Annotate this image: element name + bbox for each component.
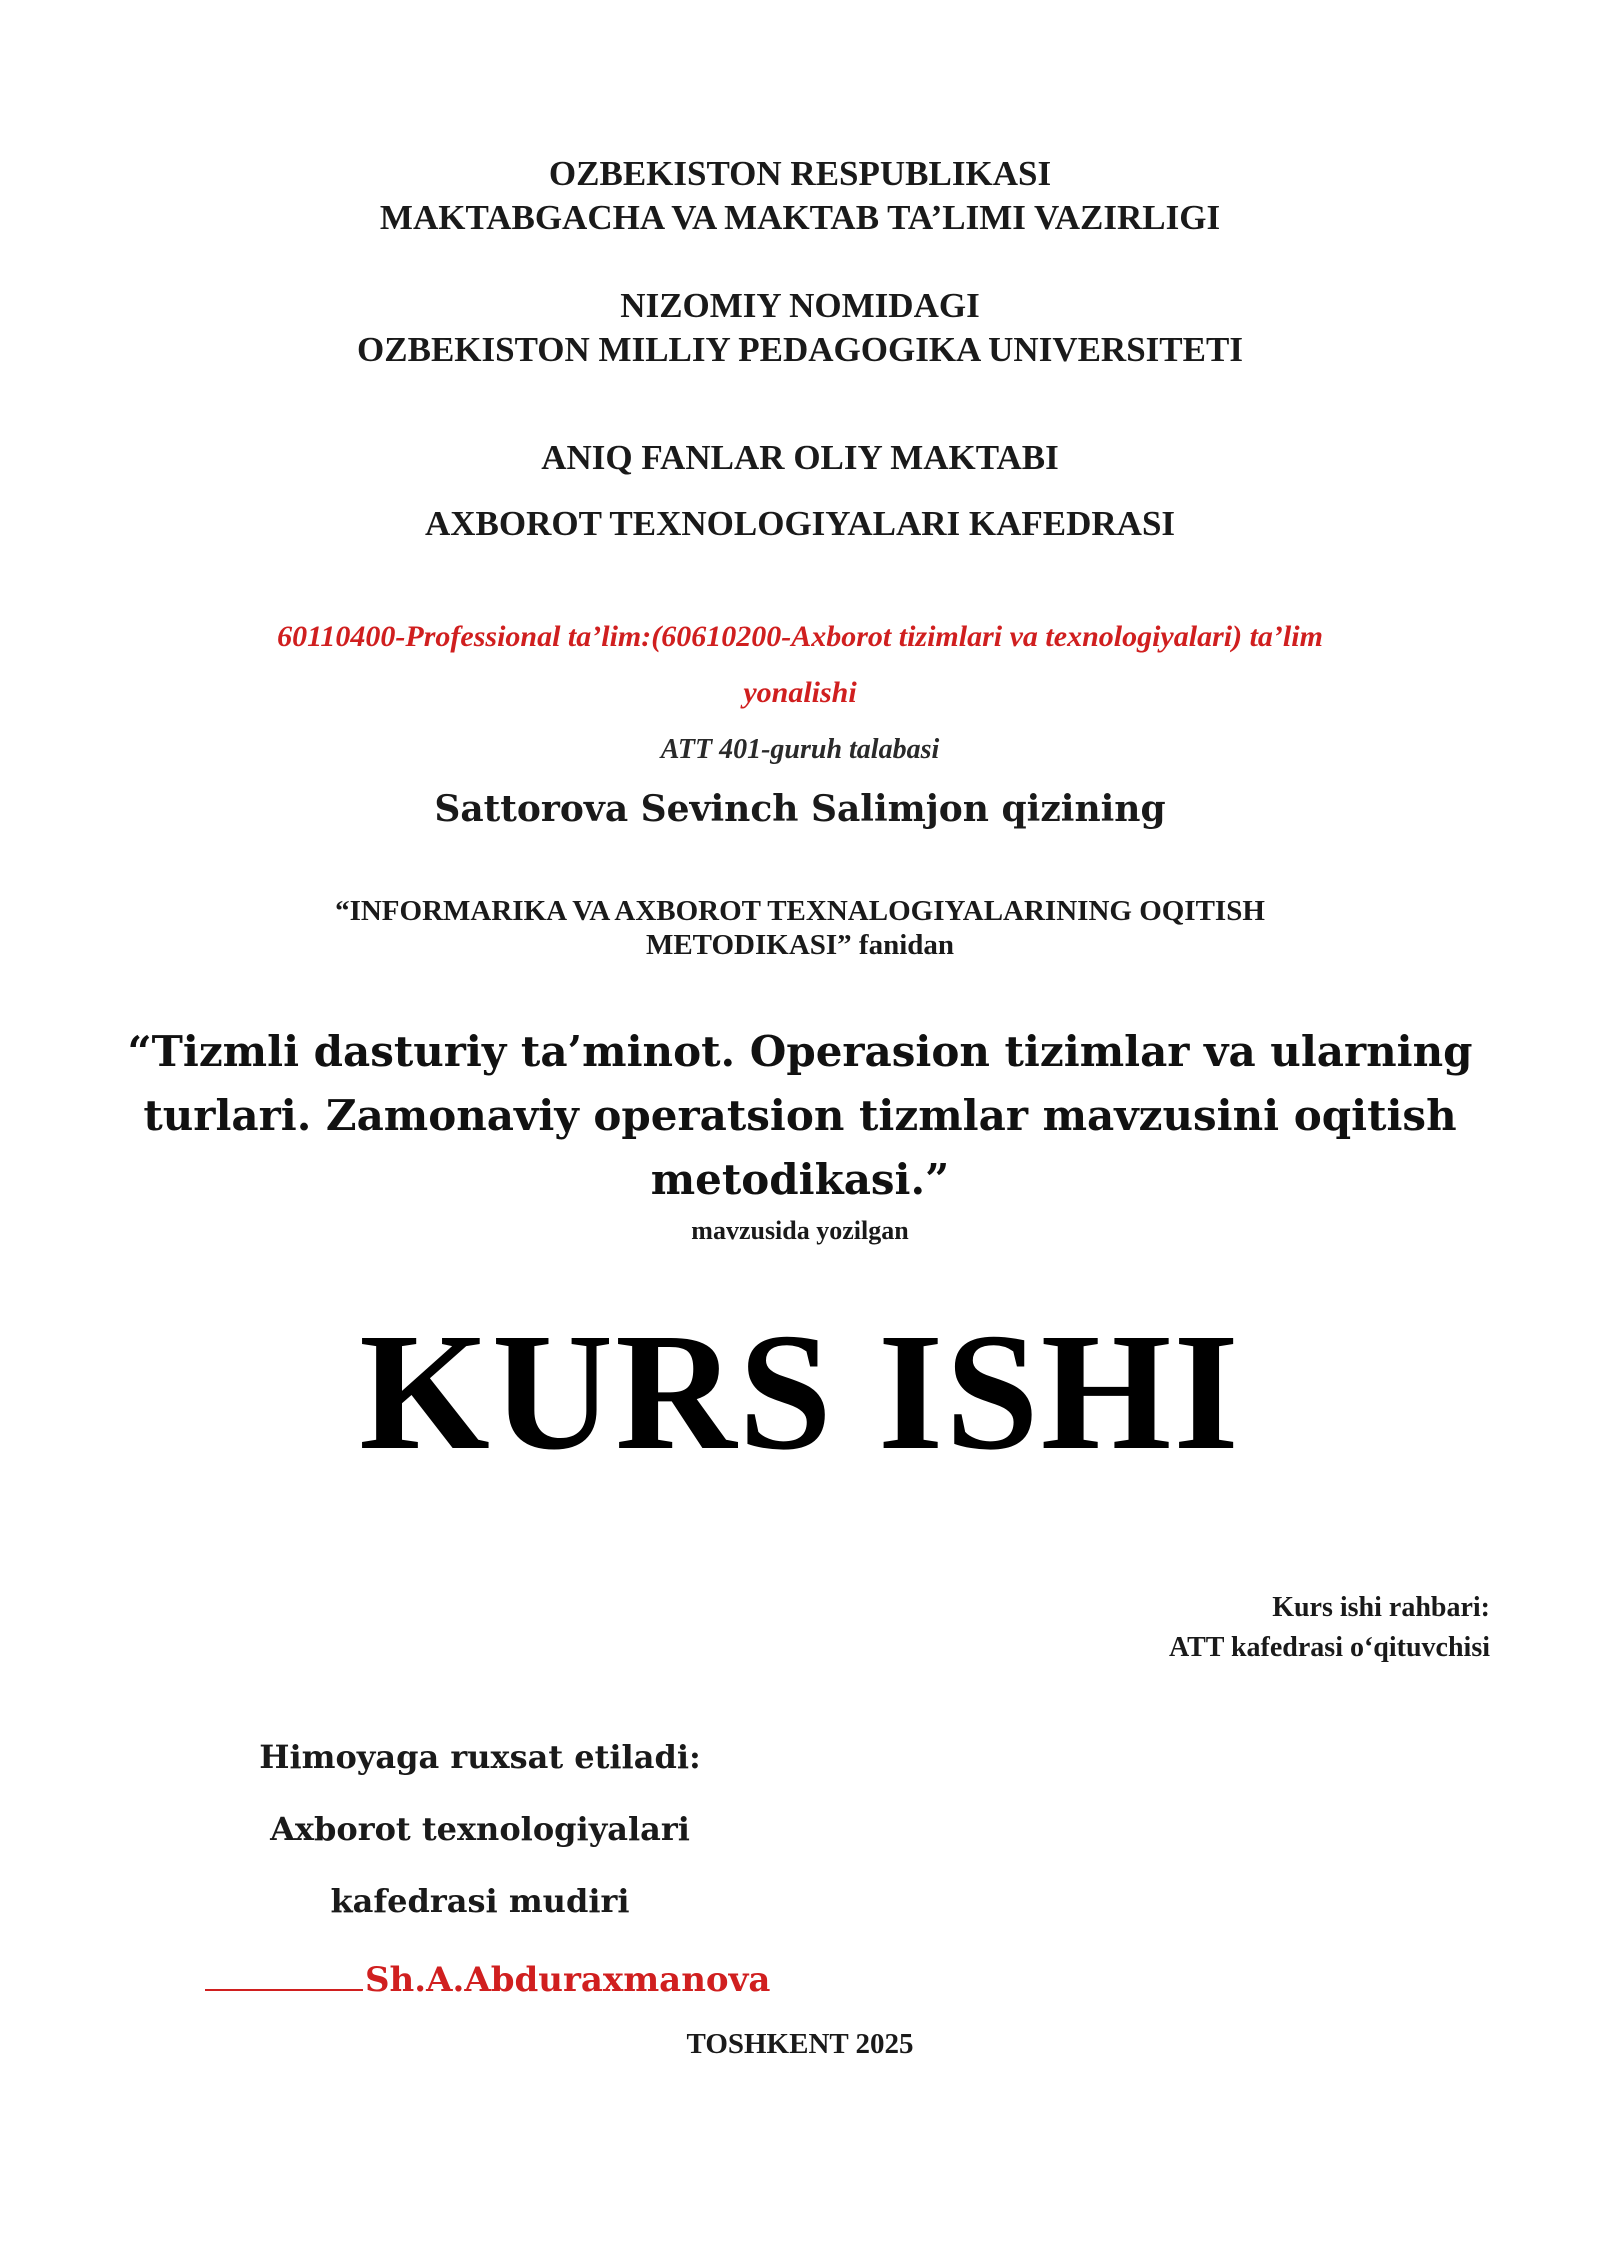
city-year: TOSHKENT 2025: [686, 2028, 914, 2060]
student-name: Sattorova Sevinch Salimjon qizining: [434, 788, 1166, 830]
country-name: OZBEKISTON RESPUBLIKASI: [548, 154, 1052, 193]
supervisor-position: ATT kafedrasi o‘qituvchisi: [1168, 1632, 1490, 1663]
university-name: OZBEKISTON MILLIY PEDAGOGIKA UNIVERSITETI: [357, 330, 1243, 369]
program-line-1: 60110400-Professional ta’lim:(60610200-Axborot tizimlari va texnologiyalari) ta’lim: [277, 620, 1323, 653]
subject-line-1: “INFORMARIKA VA AXBOROT TEXNALOGIYALARINING OQITISH: [335, 895, 1265, 927]
ministry-name: MAKTABGACHA VA MAKTAB TA’LIMI VAZIRLIGI: [379, 198, 1221, 237]
named-after: NIZOMIY NOMIDAGI: [620, 286, 980, 325]
topic-line-1: “Tizmli dasturiy ta’minot. Operasion tizimlar va ularning: [127, 1027, 1473, 1076]
program-line-2: yonalishi: [743, 676, 857, 709]
approval-line-1: Himoyaga ruxsat etiladi:: [259, 1738, 701, 1776]
signature-line: [205, 1960, 770, 2000]
school-name: ANIQ FANLAR OLIY MAKTABI: [541, 438, 1059, 477]
topic-note: mavzusida yozilgan: [691, 1216, 909, 1245]
signature-blank: [205, 1989, 363, 1991]
document-title: KURS ISHI: [359, 1299, 1241, 1485]
approval-line-2: Axborot texnologiyalari: [270, 1810, 690, 1848]
topic-line-2: turlari. Zamonaviy operatsion tizmlar mavzusini oqitish: [143, 1091, 1457, 1140]
approval-line-3: kafedrasi mudiri: [330, 1882, 630, 1920]
supervisor-label: Kurs ishi rahbari:: [1272, 1592, 1490, 1623]
department-name: AXBOROT TEXNOLOGIYALARI KAFEDRASI: [424, 504, 1176, 543]
group-label: ATT 401-guruh talabasi: [660, 734, 940, 765]
supervisor-block: [1169, 1588, 1490, 1668]
topic-line-3: metodikasi.”: [650, 1155, 950, 1204]
signatory-name: Sh.A.Abduraxmanova: [365, 1960, 771, 2000]
subject-line-2: METODIKASI” fanidan: [645, 929, 955, 961]
